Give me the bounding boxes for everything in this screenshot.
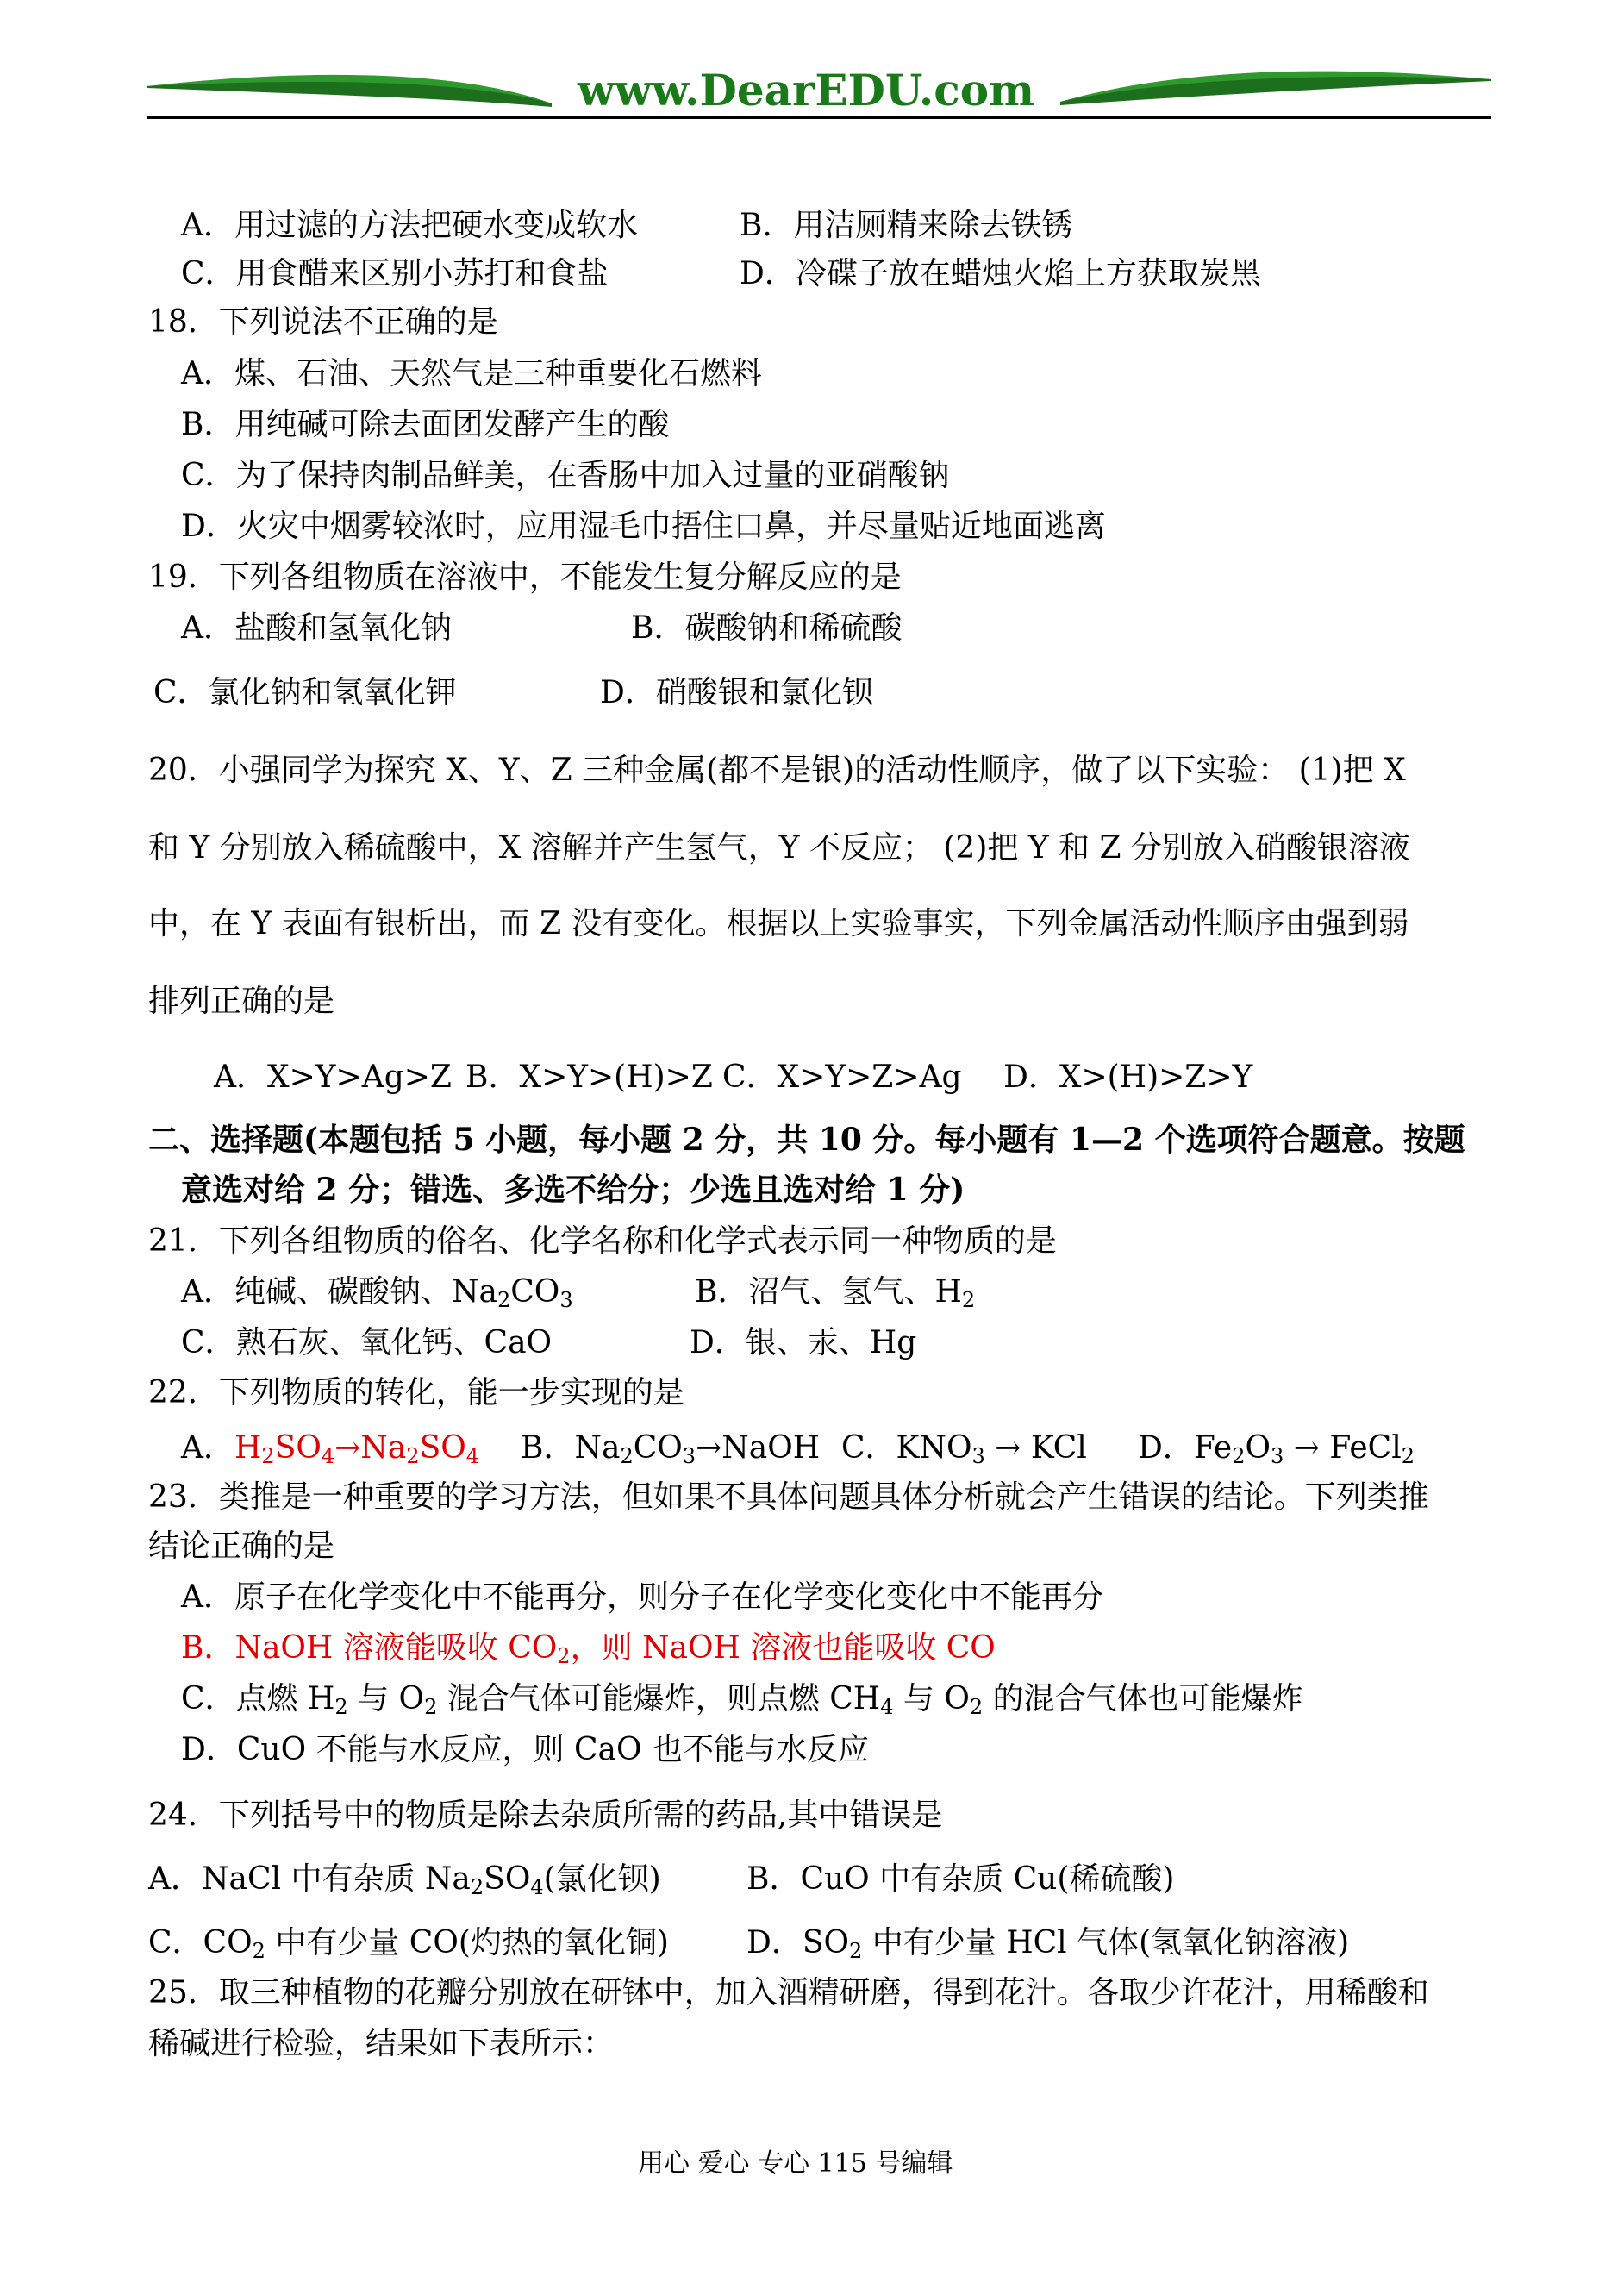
q21-option-c: C．熟石灰、氧化钙、CaO [181, 1325, 553, 1360]
q17-option-d: D．冷碟子放在蜡烛火焰上方获取炭黑 [740, 256, 1261, 291]
q24-option-b: B．CuO 中有杂质 Cu(稀硫酸) [746, 1861, 1175, 1897]
q20-line-4: 排列正确的是 [148, 984, 335, 1019]
q25-line-2: 稀碱进行检验，结果如下表所示： [148, 2026, 615, 2061]
q24-option-d: D．$SO_2$ 中有少量 HCl 气体(氢氧化钠溶液) [746, 1925, 1350, 1963]
q19-option-d: D．硝酸银和氯化钡 [600, 675, 873, 710]
q23-line-2: 结论正确的是 [148, 1529, 335, 1564]
section2-line-1: 二、选择题(本题包括 5 小题，每小题 2 分，共 10 分。每小题有 1—2 个选项符合题意。按题 [148, 1122, 1465, 1158]
q23-option-d: D．CuO 不能与水反应，则 CaO 也不能与水反应 [181, 1732, 869, 1767]
q20-line-2: 和 Y 分别放入稀硫酸中，X 溶解并产生氢气，Y 不反应； (2)把 Y 和 Z 分别放入硝酸银溶液 [148, 830, 1410, 866]
q25-line-1: 25．取三种植物的花瓣分别放在研钵中，加入酒精研磨，得到花汁。各取少许花汁，用稀酸和 [148, 1975, 1429, 2010]
q24-stem: 24．下列括号中的物质是除去杂质所需的药品,其中错误是 [148, 1798, 943, 1833]
q20-option-d: D．X>(H)>Z>Y [1003, 1060, 1253, 1095]
q20-option-b: B．X>Y>(H)>Z [465, 1060, 713, 1095]
q17-option-b: B．用洁厕精来除去铁锈 [740, 208, 1073, 243]
q20-line-1: 20．小强同学为探究 X、Y、Z 三种金属(都不是银)的活动性顺序，做了以下实验： (1)把 X [148, 753, 1406, 788]
header-banner [147, 60, 1491, 129]
q22-option-c: C．$KNO_3$ → KCl [841, 1430, 1087, 1468]
q20-option-c: C．X>Y>Z>Ag [722, 1060, 962, 1095]
q21-option-b: B．沼气、氢气、$H_2$ [695, 1274, 976, 1312]
header-rule [147, 116, 1491, 119]
q21-option-a: A．纯碱、碳酸钠、$Na_2CO_3$ [181, 1274, 573, 1312]
q18-option-b: B．用纯碱可除去面团发酵产生的酸 [181, 407, 670, 442]
q19-option-c: C．氯化钠和氢氧化钾 [153, 675, 457, 710]
q21-option-d: D．银、汞、Hg [690, 1325, 917, 1360]
q18-option-c: C．为了保持肉制品鲜美，在香肠中加入过量的亚硝酸钠 [181, 458, 950, 493]
q18-option-a: A．煤、石油、天然气是三种重要化石燃料 [181, 356, 762, 391]
q19-option-b: B．碳酸钠和稀硫酸 [631, 610, 903, 646]
q24-option-a: A．NaCl 中有杂质 $Na_2SO_4$(氯化钡) [148, 1861, 661, 1899]
q17-option-c: C．用食醋来区别小苏打和食盐 [181, 256, 609, 291]
q22-option-a: A．$H_2SO_4\to Na_2SO_4$ [181, 1430, 480, 1468]
q17-option-a: A．用过滤的方法把硬水变成软水 [181, 208, 638, 243]
q19-option-a: A．盐酸和氢氧化钠 [181, 610, 452, 646]
site-logo-text: www.DearEDU.com [577, 65, 1035, 116]
q23-option-c: C．点燃 $H_2$ 与 $O_2$ 混合气体可能爆炸，则点燃 $CH_4$ 与 $O_2$ 的混合气体也可能爆炸 [181, 1681, 1303, 1719]
q18-option-d: D．火灾中烟雾较浓时，应用湿毛巾捂住口鼻，并尽量贴近地面逃离 [181, 509, 1106, 544]
page-footer: 用心 爱心 专心 115 号编辑 [638, 2148, 953, 2179]
q22-option-d: D．$Fe_2O_3$ → FeCl$_2$ [1138, 1430, 1415, 1468]
q20-line-3: 中，在 Y 表面有银析出，而 Z 没有变化。根据以上实验事实，下列金属活动性顺序由强到弱 [148, 906, 1409, 941]
q24-option-c: C．$CO_2$ 中有少量 CO(灼热的氧化铜) [148, 1925, 669, 1963]
section2-line-2: 意选对给 2 分；错选、多选不给分；少选且选对给 1 分) [181, 1172, 965, 1208]
q23-option-a: A．原子在化学变化中不能再分，则分子在化学变化变化中不能再分 [181, 1579, 1103, 1615]
q21-stem: 21．下列各组物质的俗名、化学名称和化学式表示同一种物质的是 [148, 1223, 1057, 1259]
q22-option-b: B．$Na_2CO_3\to NaOH$ [521, 1430, 821, 1468]
q22-stem: 22．下列物质的转化，能一步实现的是 [148, 1375, 684, 1410]
q23-option-b: B．NaOH 溶液能吸收 $CO_2$，则 NaOH 溶液也能吸收 CO [181, 1630, 996, 1668]
site-logo [147, 60, 1491, 129]
q23-line-1: 23．类推是一种重要的学习方法，但如果不具体问题具体分析就会产生错误的结论。下列类推 [148, 1479, 1429, 1515]
q20-option-a: A．X>Y>Ag>Z [214, 1060, 452, 1095]
q19-stem: 19．下列各组物质在溶液中，不能发生复分解反应的是 [148, 560, 902, 595]
q18-stem: 18．下列说法不正确的是 [148, 304, 498, 340]
